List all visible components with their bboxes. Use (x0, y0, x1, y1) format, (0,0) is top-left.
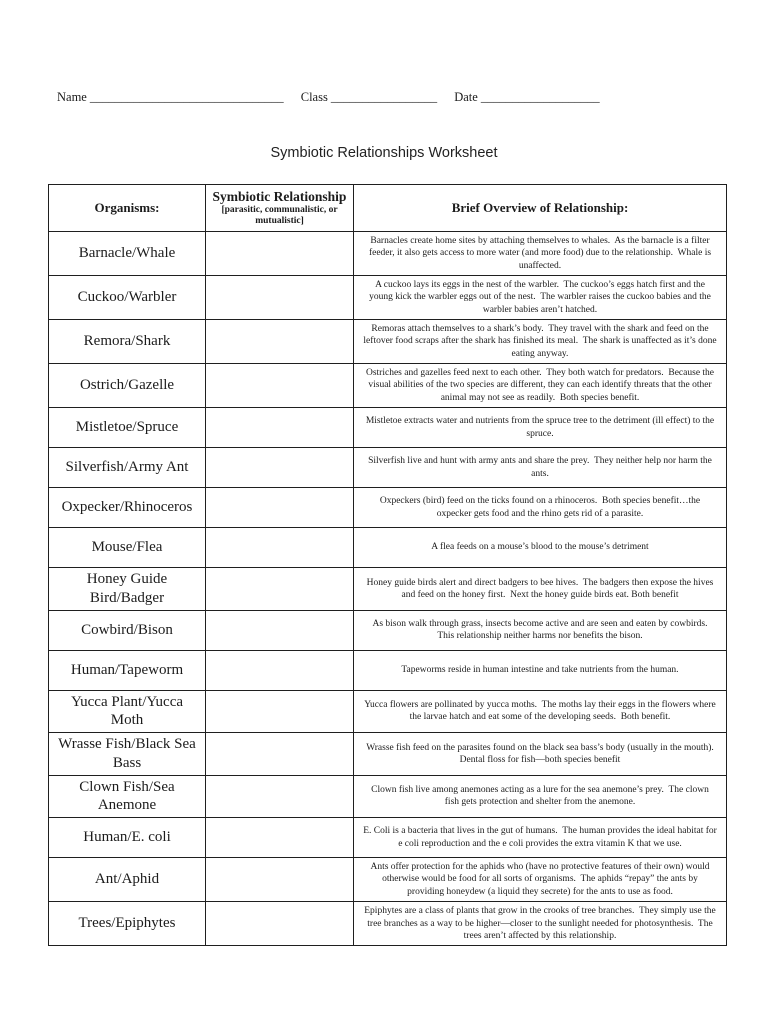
description-cell: Yucca flowers are pollinated by yucca moths. The moths lay their eggs in the flowers where the larvae hatch and eat some of the developing seeds. Both benefit. (354, 690, 727, 733)
organism-cell: Silverfish/Army Ant (49, 448, 206, 488)
table-row (49, 320, 727, 364)
table-row (49, 408, 727, 448)
description-cell: Epiphytes are a class of plants that grow in the crooks of tree branches. They simply use the tree branches as a way to be higher—closer to the sunlight needed for photosynthesis. The trees aren’t affected by this relationship. (354, 902, 727, 946)
description-cell: Tapeworms reside in human intestine and take nutrients from the human. (354, 650, 727, 690)
answer-cell[interactable] (206, 448, 354, 488)
organism-cell: Ostrich/Gazelle (49, 364, 206, 408)
table-header (49, 185, 727, 232)
table-row (49, 276, 727, 320)
table-row (49, 733, 727, 776)
worksheet-table (48, 184, 727, 946)
answer-cell[interactable] (206, 364, 354, 408)
organism-cell: Yucca Plant/Yucca Moth (49, 690, 206, 733)
organism-cell: Human/Tapeworm (49, 650, 206, 690)
col-header-relationship-subtitle: [parasitic, communalistic, or mutualistic] (221, 204, 338, 226)
description-cell: As bison walk through grass, insects become active and are seen and eaten by cowbirds. This relationship neither harms nor benefits the bison. (354, 610, 727, 650)
table-row (49, 568, 727, 611)
table-row (49, 690, 727, 733)
table-row (49, 448, 727, 488)
table-row (49, 364, 727, 408)
organism-cell: Cowbird/Bison (49, 610, 206, 650)
col-header-organisms: Organisms: (49, 185, 206, 232)
answer-cell[interactable] (206, 568, 354, 611)
organism-cell: Mouse/Flea (49, 528, 206, 568)
table-row (49, 650, 727, 690)
name-label: Name (57, 90, 87, 104)
table-body (49, 232, 727, 946)
table-row (49, 232, 727, 276)
answer-cell[interactable] (206, 733, 354, 776)
table-row (49, 610, 727, 650)
description-cell: Silverfish live and hunt with army ants and share the prey. They neither help nor harm the ants. (354, 448, 727, 488)
answer-cell[interactable] (206, 320, 354, 364)
description-cell: Barnacles create home sites by attaching themselves to whales. As the barnacle is a filter feeder, it also gets access to more water (and more food) due to the relationship. Whale is unaffected. (354, 232, 727, 276)
page-title: Symbiotic Relationships Worksheet (270, 145, 498, 161)
organism-cell: Ant/Aphid (49, 858, 206, 902)
organism-cell: Clown Fish/Sea Anemone (49, 775, 206, 818)
organism-cell: Remora/Shark (49, 320, 206, 364)
date-label: Date (454, 90, 478, 104)
answer-cell[interactable] (206, 276, 354, 320)
name-blank[interactable]: _______________________________ (89, 90, 284, 104)
table-row (49, 902, 727, 946)
table-row (49, 775, 727, 818)
answer-cell[interactable] (206, 775, 354, 818)
description-cell: Oxpeckers (bird) feed on the ticks found on a rhinoceros. Both species benefit…the oxpecker gets food and the rhino gets rid of a parasite. (354, 488, 727, 528)
description-cell: Honey guide birds alert and direct badgers to bee hives. The badgers then expose the hives and feed on the honey first. Next the honey guide birds eat. Both benefit (354, 568, 727, 611)
answer-cell[interactable] (206, 528, 354, 568)
class-label: Class (300, 90, 328, 104)
col-header-relationship-title: Symbiotic Relationship (212, 189, 347, 205)
answer-cell[interactable] (206, 408, 354, 448)
date-blank[interactable]: ___________________ (480, 90, 600, 104)
organism-cell: Wrasse Fish/Black Sea Bass (49, 733, 206, 776)
description-cell: A flea feeds on a mouse’s blood to the mouse’s detriment (354, 528, 727, 568)
description-cell: Remoras attach themselves to a shark’s body. They travel with the shark and feed on the leftover food scraps after the shark has finished its meal. The shark is unaffected as it’s done eating anyway. (354, 320, 727, 364)
description-cell: E. Coli is a bacteria that lives in the gut of humans. The human provides the ideal habitat for e coli reproduction and the e coli provides the extra vitamin K that we use. (354, 818, 727, 858)
organism-cell: Human/E. coli (49, 818, 206, 858)
answer-cell[interactable] (206, 232, 354, 276)
description-cell: Ants offer protection for the aphids who (have no protective features of their own) would otherwise would be food for all sorts of organisms. The aphids “repay” the ants by providing honeydew (a liquid they secrete) for the ants to use as food. (354, 858, 727, 902)
description-cell: A cuckoo lays its eggs in the nest of the warbler. The cuckoo’s eggs hatch first and the young kick the warbler eggs out of the nest. The warbler raises the cuckoo babies and the warbler babies aren’t hatched. (354, 276, 727, 320)
header-row (49, 185, 727, 232)
table-row (49, 818, 727, 858)
answer-cell[interactable] (206, 690, 354, 733)
organism-cell: Oxpecker/Rhinoceros (49, 488, 206, 528)
col-header-relationship (206, 185, 354, 232)
organism-cell: Honey Guide Bird/Badger (49, 568, 206, 611)
name-class-date-line (57, 90, 768, 105)
answer-cell[interactable] (206, 858, 354, 902)
organism-cell: Cuckoo/Warbler (49, 276, 206, 320)
answer-cell[interactable] (206, 902, 354, 946)
description-cell: Clown fish live among anemones acting as a lure for the sea anemone’s prey. The clown fish gets protection and shelter from the anemone. (354, 775, 727, 818)
table-row (49, 858, 727, 902)
answer-cell[interactable] (206, 818, 354, 858)
description-cell: Mistletoe extracts water and nutrients from the spruce tree to the detriment (ill effect) to the spruce. (354, 408, 727, 448)
description-cell: Wrasse fish feed on the parasites found on the black sea bass’s body (usually in the mouth). Dental floss for fish—both species benefit (354, 733, 727, 776)
organism-cell: Barnacle/Whale (49, 232, 206, 276)
table-row (49, 488, 727, 528)
answer-cell[interactable] (206, 488, 354, 528)
col-header-overview: Brief Overview of Relationship: (354, 185, 727, 232)
organism-cell: Mistletoe/Spruce (49, 408, 206, 448)
description-cell: Ostriches and gazelles feed next to each other. They both watch for predators. Because the visual abilities of the two species are different, they can each identify threats that the other animal may not see as readily. Both species benefit. (354, 364, 727, 408)
organism-cell: Trees/Epiphytes (49, 902, 206, 946)
class-blank[interactable]: _________________ (330, 90, 438, 104)
answer-cell[interactable] (206, 610, 354, 650)
answer-cell[interactable] (206, 650, 354, 690)
table-row (49, 528, 727, 568)
